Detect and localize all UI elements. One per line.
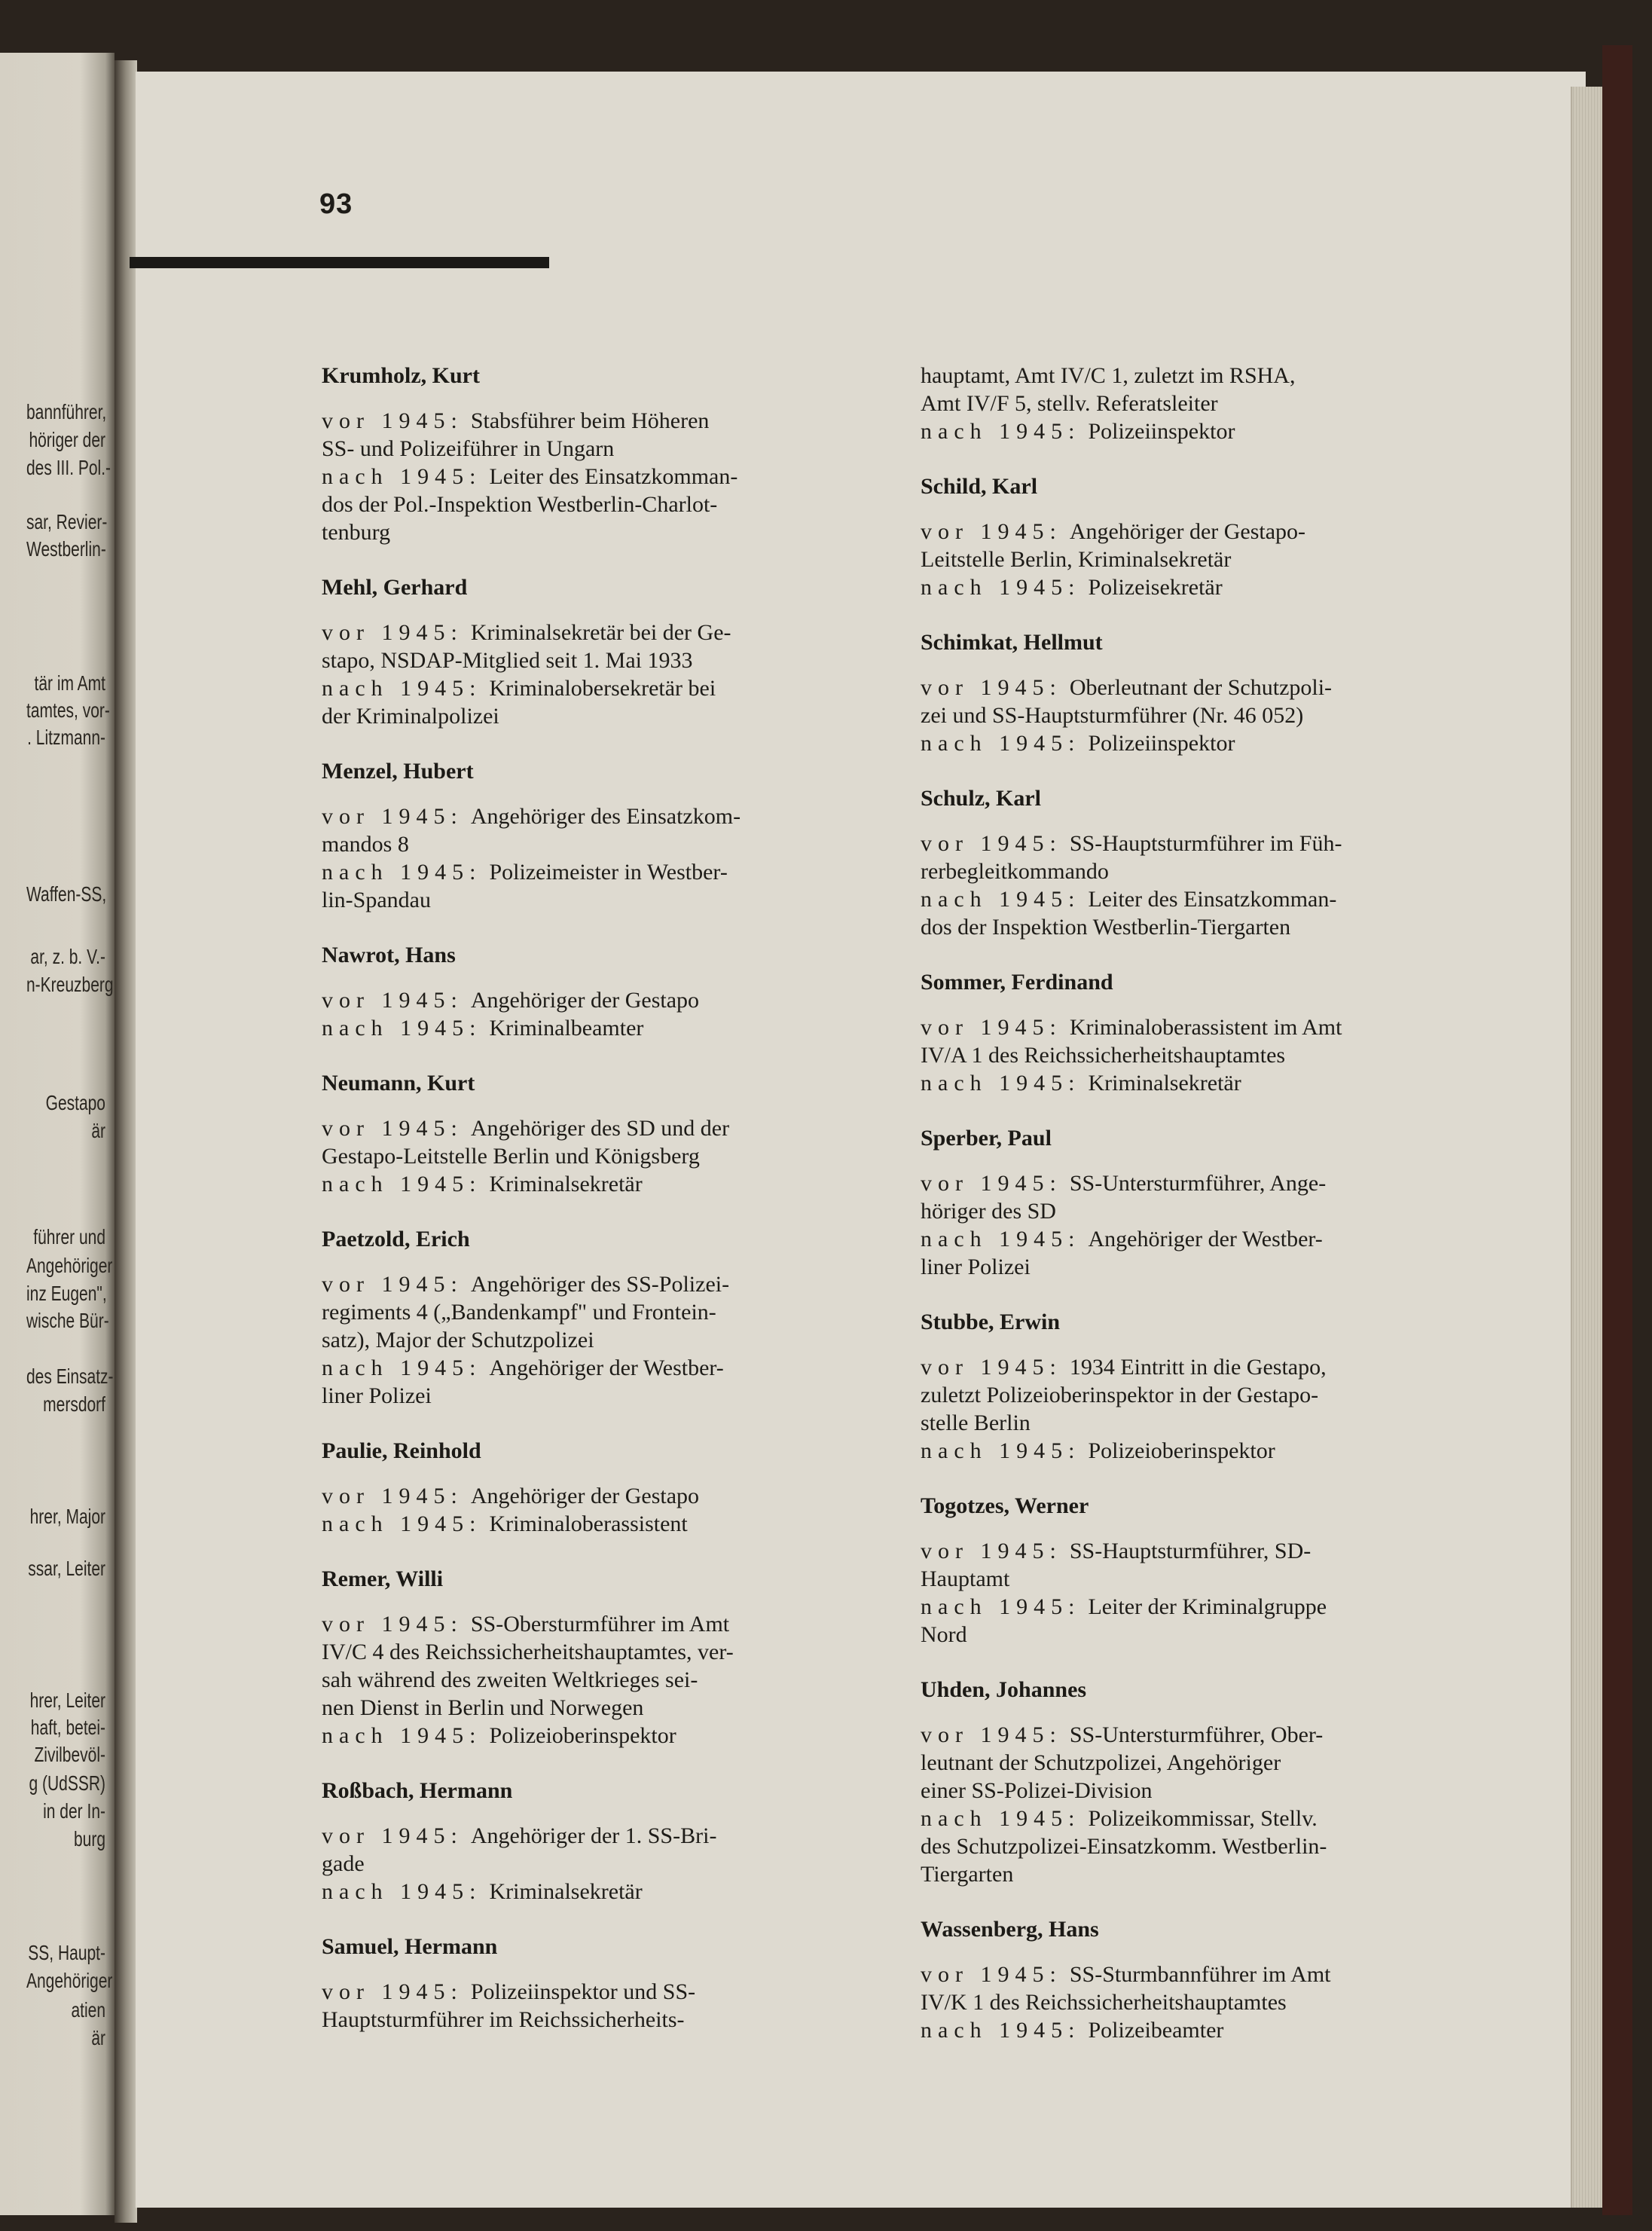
entry-text: dos der Inspektion Westberlin-Tiergarten — [921, 915, 1291, 940]
left-page-line: är — [91, 1119, 105, 1142]
entry-text: Kriminalsekretär bei der Ge- — [470, 620, 731, 645]
entry-text: rerbegleitkommando — [921, 859, 1109, 884]
entry-line — [921, 573, 1457, 601]
person-name: Schimkat, Hellmut — [921, 630, 1103, 655]
entry-line — [921, 1565, 1457, 1593]
left-page-line: ssar, Leiter — [28, 1557, 105, 1580]
entry-line — [322, 435, 858, 463]
entry-line — [921, 1225, 1457, 1253]
era-label: vor 1945: — [322, 1272, 463, 1297]
person-entry — [322, 1437, 858, 1538]
left-page-line: Angehöriger — [26, 1254, 113, 1277]
era-label: vor 1945: — [322, 1979, 463, 2004]
era-label: nach 1945: — [322, 1511, 482, 1536]
era-label: vor 1945: — [921, 1171, 1062, 1196]
person-entry — [322, 362, 858, 546]
entry-text: Polizeiinspektor und SS- — [470, 1979, 696, 2004]
era-label: vor 1945: — [921, 831, 1062, 856]
entry-text: Leiter des Einsatzkomman- — [489, 464, 738, 489]
entry-text: Leiter der Kriminalgruppe — [1088, 1594, 1327, 1619]
entry-text: 1934 Eintritt in die Gestapo, — [1069, 1355, 1327, 1380]
entry-line — [322, 1142, 858, 1170]
era-label: nach 1945: — [322, 1355, 482, 1380]
entry-line — [322, 646, 858, 674]
entry-line — [921, 1069, 1457, 1097]
entry-line — [322, 1878, 858, 1906]
entry-text: des Schutzpolizei-Einsatzkomm. Westberlin- — [921, 1834, 1327, 1859]
entry-text: tenburg — [322, 520, 391, 545]
era-label: vor 1945: — [322, 1116, 463, 1141]
era-label: nach 1945: — [921, 1806, 1081, 1831]
entry-line — [322, 1694, 858, 1722]
entry-text: IV/K 1 des Reichssicherheitshauptamtes — [921, 1990, 1287, 2015]
left-page-line: n-Kreuzberg — [26, 973, 114, 996]
left-page-line: höriger der — [29, 428, 105, 451]
entry-line — [921, 390, 1457, 417]
person-entry — [322, 1069, 858, 1198]
person-name: Samuel, Hermann — [322, 1934, 498, 1959]
entry-text: Angehöriger der Gestapo — [470, 1484, 700, 1508]
entry-line — [322, 830, 858, 858]
entry-text: Polizeibeamter — [1088, 2018, 1224, 2043]
person-name: Paetzold, Erich — [322, 1227, 470, 1251]
era-label: vor 1945: — [322, 1823, 463, 1848]
left-page-line: des III. Pol.- — [26, 456, 111, 479]
entry-text: SS- und Polizeiführer in Ungarn — [322, 436, 615, 461]
person-name: Paulie, Reinhold — [322, 1438, 481, 1463]
person-entry — [921, 472, 1457, 601]
person-entry — [921, 968, 1457, 1097]
entry-text: Angehöriger der Gestapo — [470, 988, 700, 1013]
era-label: vor 1945: — [921, 1962, 1062, 1987]
era-label: nach 1945: — [921, 2018, 1081, 2043]
entry-line — [921, 885, 1457, 913]
entry-line — [921, 1621, 1457, 1649]
left-page-line: är — [91, 2026, 105, 2049]
header-rule — [130, 257, 549, 268]
entry-text: SS-Untersturmführer, Ange- — [1069, 1171, 1327, 1196]
entry-text: liner Polizei — [921, 1255, 1031, 1279]
entry-line — [921, 1961, 1457, 1988]
left-page-line: . Litzmann- — [27, 726, 105, 749]
era-label: vor 1945: — [322, 620, 463, 645]
era-label: nach 1945: — [921, 1227, 1081, 1251]
person-name: Menzel, Hubert — [322, 759, 474, 784]
entry-line — [322, 1722, 858, 1750]
entry-text: gade — [322, 1851, 365, 1876]
left-page-line: Zivilbevöl- — [34, 1743, 105, 1766]
person-entry — [921, 1915, 1457, 2044]
entry-line — [921, 1749, 1457, 1777]
left-page-fragment — [0, 53, 115, 2215]
entry-text: sah während des zweiten Weltkrieges sei- — [322, 1667, 698, 1692]
entry-text: Angehöriger der Westber- — [1088, 1227, 1323, 1251]
person-name: Krumholz, Kurt — [322, 363, 480, 388]
person-entry — [921, 1676, 1457, 1888]
entry-text: SS-Obersturmführer im Amt — [470, 1612, 730, 1637]
person-entry — [921, 1492, 1457, 1649]
entry-text: Polizeioberinspektor — [1088, 1438, 1275, 1463]
person-name: Remer, Willi — [322, 1566, 444, 1591]
person-name: Mehl, Gerhard — [322, 575, 468, 600]
entry-text: Kriminalobersekretär bei — [489, 676, 716, 701]
entry-text: Amt IV/F 5, stellv. Referatsleiter — [921, 391, 1218, 416]
person-entry — [921, 1308, 1457, 1465]
left-page-line: atien — [71, 1998, 105, 2022]
entry-text: Kriminalsekretär — [489, 1172, 643, 1196]
entry-line — [322, 802, 858, 830]
era-label: vor 1945: — [921, 1539, 1062, 1563]
entry-line — [322, 1170, 858, 1198]
entry-line — [921, 1013, 1457, 1041]
entry-text: Stabsführer beim Höheren — [470, 408, 710, 433]
entry-text: zuletzt Polizeioberinspektor in der Gestapo- — [921, 1383, 1319, 1407]
person-name: Nawrot, Hans — [322, 943, 456, 967]
person-name: Schulz, Karl — [921, 786, 1042, 811]
entry-line — [322, 518, 858, 546]
entry-line — [921, 546, 1457, 573]
entry-line — [322, 1978, 858, 2006]
era-label: vor 1945: — [921, 1355, 1062, 1380]
person-name: Neumann, Kurt — [322, 1071, 475, 1096]
entry-text: Polizeikommissar, Stellv. — [1088, 1806, 1318, 1831]
entry-line — [322, 1822, 858, 1850]
left-page-line: Westberlin- — [26, 537, 106, 561]
left-page-line: sar, Revier- — [26, 510, 108, 533]
era-label: nach 1945: — [921, 1071, 1081, 1096]
page-number: 93 — [319, 188, 353, 220]
person-name: Sperber, Paul — [921, 1126, 1052, 1151]
era-label: nach 1945: — [921, 1594, 1081, 1619]
entry-text: der Kriminalpolizei — [322, 704, 499, 729]
entry-text: Oberleutnant der Schutzpoli- — [1069, 675, 1333, 700]
left-page-line: hrer, Leiter — [29, 1689, 105, 1712]
entry-text: hauptamt, Amt IV/C 1, zuletzt im RSHA, — [921, 363, 1296, 388]
left-page-line: ar, z. b. V.- — [30, 945, 105, 968]
entry-text: Angehöriger des Einsatzkom- — [470, 804, 741, 829]
era-label: nach 1945: — [322, 1879, 482, 1904]
left-page-line: tär im Amt — [34, 671, 105, 695]
era-label: nach 1945: — [921, 887, 1081, 912]
entry-line — [322, 407, 858, 435]
entry-line — [322, 1382, 858, 1410]
person-name: Uhden, Johannes — [921, 1677, 1087, 1702]
entry-line — [921, 1777, 1457, 1805]
era-label: nach 1945: — [322, 1172, 482, 1196]
entry-line — [322, 986, 858, 1014]
left-page-line: tamtes, vor- — [26, 698, 110, 722]
entry-line — [921, 701, 1457, 729]
person-name: Stubbe, Erwin — [921, 1310, 1061, 1334]
entry-line — [322, 1850, 858, 1878]
entry-text: Angehöriger des SS-Polizei- — [470, 1272, 730, 1297]
person-name: Togotzes, Werner — [921, 1493, 1089, 1518]
entry-line — [921, 417, 1457, 445]
entry-text: Gestapo-Leitstelle Berlin und Königsberg — [322, 1144, 700, 1169]
era-label: vor 1945: — [921, 519, 1062, 544]
entry-text: Polizeiinspektor — [1088, 419, 1235, 444]
entry-line — [322, 463, 858, 491]
entry-text: SS-Sturmbannführer im Amt — [1069, 1962, 1331, 1987]
entry-text: Nord — [921, 1622, 967, 1647]
entry-line — [921, 1041, 1457, 1069]
person-entry — [322, 757, 858, 914]
entry-line — [322, 674, 858, 702]
entry-line — [921, 1537, 1457, 1565]
entry-text: SS-Hauptsturmführer, SD- — [1069, 1539, 1312, 1563]
entry-text: Kriminaloberassistent — [489, 1511, 688, 1536]
entry-line — [921, 1197, 1457, 1225]
entry-text: SS-Untersturmführer, Ober- — [1069, 1722, 1324, 1747]
person-name: Roßbach, Hermann — [322, 1778, 513, 1803]
entry-text: mandos 8 — [322, 832, 409, 857]
person-name: Wassenberg, Hans — [921, 1917, 1099, 1942]
entry-line — [322, 1114, 858, 1142]
continued-entry — [921, 362, 1457, 445]
entry-text: Leiter des Einsatzkomman- — [1088, 887, 1337, 912]
column-right — [921, 362, 1457, 2071]
person-entry — [322, 1225, 858, 1410]
person-entry — [322, 1777, 858, 1906]
entry-text: nen Dienst in Berlin und Norwegen — [322, 1695, 644, 1720]
entry-line — [921, 1593, 1457, 1621]
entry-text: Polizeimeister in Westber- — [489, 860, 728, 885]
person-entry — [322, 941, 858, 1042]
entry-line — [322, 2006, 858, 2034]
era-label: nach 1945: — [322, 1016, 482, 1041]
entry-text: liner Polizei — [322, 1383, 432, 1408]
left-page-line: in der In- — [43, 1799, 105, 1823]
person-entry — [921, 784, 1457, 941]
era-label: nach 1945: — [322, 676, 482, 701]
entry-line — [921, 1988, 1457, 2016]
entry-text: Hauptamt — [921, 1566, 1010, 1591]
entry-text: regiments 4 („Bandenkampf" und Frontein- — [322, 1300, 716, 1325]
era-label: vor 1945: — [921, 675, 1062, 700]
entry-text: höriger des SD — [921, 1199, 1056, 1224]
left-page-line: des Einsatz- — [26, 1365, 114, 1388]
entry-line — [322, 702, 858, 730]
entry-text: Hauptsturmführer im Reichssicherheits- — [322, 2007, 685, 2032]
entry-line — [921, 674, 1457, 701]
left-page-line: wische Bür- — [26, 1309, 109, 1332]
entry-text: Polizeiinspektor — [1088, 731, 1235, 756]
entry-text: Kriminalsekretär — [1088, 1071, 1241, 1096]
entry-line — [921, 1409, 1457, 1437]
entry-text: IV/C 4 des Reichssicherheitshauptamtes, ver- — [322, 1640, 734, 1664]
entry-line — [322, 491, 858, 518]
era-label: nach 1945: — [921, 731, 1081, 756]
entry-line — [322, 619, 858, 646]
era-label: vor 1945: — [322, 804, 463, 829]
person-name: Schild, Karl — [921, 474, 1038, 499]
entry-text: Leitstelle Berlin, Kriminalsekretär — [921, 547, 1232, 572]
entry-line — [921, 1253, 1457, 1281]
entry-line — [322, 1638, 858, 1666]
entry-text: Kriminalbeamter — [489, 1016, 644, 1041]
entry-line — [921, 1437, 1457, 1465]
entry-text: Angehöriger der Westber- — [489, 1355, 724, 1380]
entry-line — [322, 1666, 858, 1694]
entry-line — [921, 1805, 1457, 1832]
entry-line — [322, 1014, 858, 1042]
left-page-line: Waffen-SS, — [26, 882, 107, 906]
entry-line — [921, 1721, 1457, 1749]
person-entry — [921, 1124, 1457, 1281]
era-label: nach 1945: — [921, 1438, 1081, 1463]
entry-text: Angehöriger der Gestapo- — [1069, 519, 1306, 544]
entry-line — [322, 1326, 858, 1354]
era-label: nach 1945: — [322, 860, 482, 885]
column-left — [322, 362, 858, 2061]
entry-line — [921, 518, 1457, 546]
era-label: nach 1945: — [921, 419, 1081, 444]
entry-text: lin-Spandau — [322, 888, 431, 912]
person-name: Sommer, Ferdinand — [921, 970, 1113, 995]
left-page-line: inz Eugen", — [26, 1282, 107, 1305]
entry-line — [921, 1353, 1457, 1381]
book-gutter — [115, 60, 137, 2223]
left-page-line: Angehöriger — [26, 1969, 113, 1992]
era-label: vor 1945: — [322, 408, 463, 433]
entry-line — [921, 362, 1457, 390]
left-page-line: bannführer, — [26, 400, 107, 423]
entry-line — [322, 1610, 858, 1638]
era-label: vor 1945: — [322, 1484, 463, 1508]
era-label: vor 1945: — [322, 1612, 463, 1637]
left-page-line: g (UdSSR) — [29, 1771, 105, 1795]
era-label: vor 1945: — [921, 1015, 1062, 1040]
era-label: nach 1945: — [322, 464, 482, 489]
entry-line — [322, 1354, 858, 1382]
entry-text: stapo, NSDAP-Mitglied seit 1. Mai 1933 — [322, 648, 693, 673]
entry-line — [921, 1860, 1457, 1888]
era-label: nach 1945: — [921, 575, 1081, 600]
left-page-line: führer und — [33, 1225, 105, 1248]
entry-text: Polizeioberinspektor — [489, 1723, 676, 1748]
entry-line — [921, 729, 1457, 757]
entry-text: Tiergarten — [921, 1862, 1014, 1887]
person-entry — [921, 628, 1457, 757]
entry-line — [921, 830, 1457, 857]
person-entry — [322, 1933, 858, 2034]
person-entry — [322, 1565, 858, 1750]
entry-line — [921, 913, 1457, 941]
left-page-line: Gestapo — [45, 1091, 105, 1114]
entry-line — [322, 858, 858, 886]
era-label: vor 1945: — [322, 988, 463, 1013]
entry-line — [921, 1169, 1457, 1197]
entry-line — [322, 1482, 858, 1510]
entry-text: zei und SS-Hauptsturmführer (Nr. 46 052) — [921, 703, 1304, 728]
entry-text: stelle Berlin — [921, 1410, 1031, 1435]
entry-text: Kriminaloberassistent im Amt — [1069, 1015, 1342, 1040]
left-page-line: burg — [73, 1827, 105, 1851]
entry-text: Angehöriger des SD und der — [470, 1116, 730, 1141]
entry-text: dos der Pol.-Inspektion Westberlin-Charlot- — [322, 492, 718, 517]
entry-text: einer SS-Polizei-Division — [921, 1778, 1153, 1803]
entry-text: satz), Major der Schutzpolizei — [322, 1328, 594, 1352]
entry-line — [921, 2016, 1457, 2044]
entry-line — [322, 1298, 858, 1326]
page-edges — [1571, 87, 1604, 2208]
left-page-line: haft, betei- — [30, 1716, 105, 1739]
entry-text: Polizeisekretär — [1088, 575, 1223, 600]
entry-text: Angehöriger der 1. SS-Bri- — [470, 1823, 717, 1848]
person-entry — [322, 573, 858, 730]
entry-line — [921, 1832, 1457, 1860]
entry-line — [322, 886, 858, 914]
entry-line — [921, 1381, 1457, 1409]
entry-line — [322, 1510, 858, 1538]
entry-text: SS-Hauptsturmführer im Füh- — [1069, 831, 1342, 856]
entry-text: Kriminalsekretär — [489, 1879, 643, 1904]
entry-line — [921, 857, 1457, 885]
era-label: vor 1945: — [921, 1722, 1062, 1747]
entry-text: leutnant der Schutzpolizei, Angehöriger — [921, 1750, 1281, 1775]
left-page-line: SS, Haupt- — [28, 1941, 105, 1964]
era-label: nach 1945: — [322, 1723, 482, 1748]
entry-text: IV/A 1 des Reichssicherheitshauptamtes — [921, 1043, 1286, 1068]
left-page-line: mersdorf — [43, 1392, 105, 1416]
left-page-line: hrer, Major — [29, 1505, 105, 1528]
book-cover-edge — [1602, 45, 1632, 2215]
entry-line — [322, 1270, 858, 1298]
